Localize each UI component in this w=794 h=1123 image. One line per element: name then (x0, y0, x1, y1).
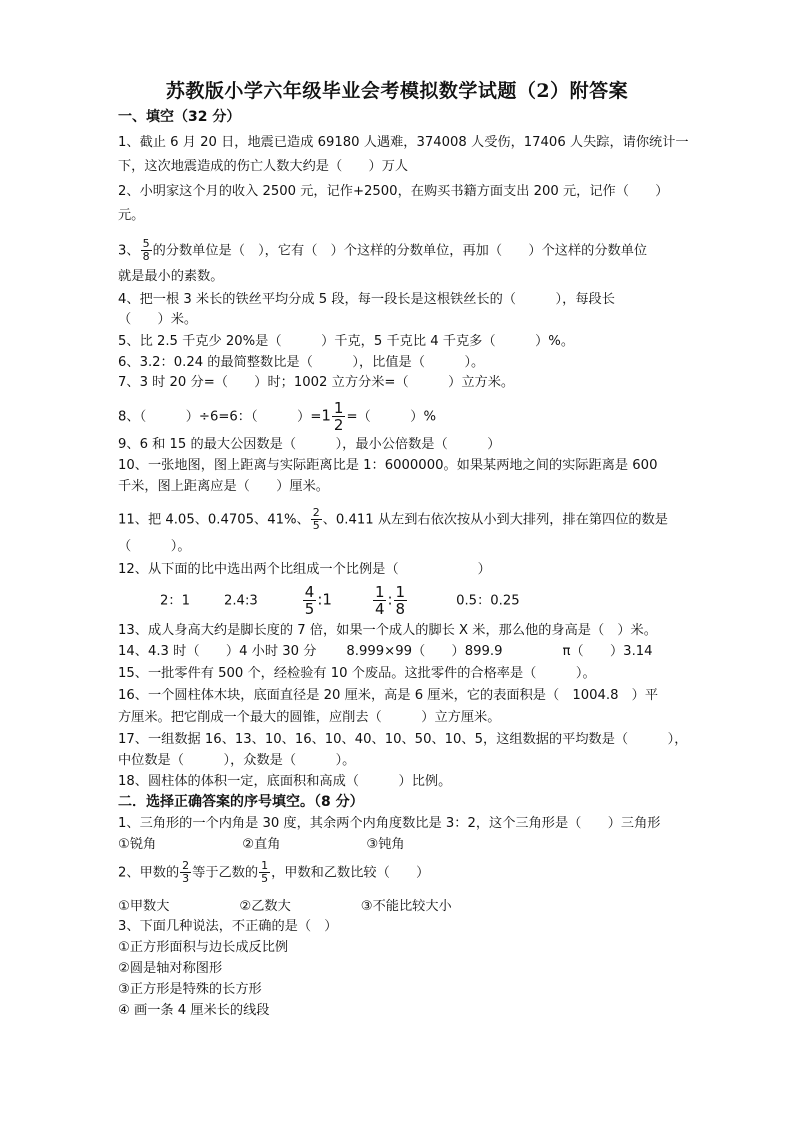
question-3-text: 的分数单位是（ ），它有（ ）个这样的分数单位，再加（ ）个这样的分数单位 (152, 243, 648, 259)
option-2: ②乙数大 (239, 899, 291, 914)
ratio-option-5: 0.5：0.25 (456, 593, 520, 609)
question-12: 12、从下面的比中选出两个比组成一个比例是（ ） (118, 562, 491, 577)
ratio-option-3-suffix: :1 (317, 590, 332, 609)
ratio-option-4-fraction-2 (394, 584, 408, 617)
fraction-denominator: 3 (182, 872, 190, 885)
fraction-denominator: 8 (395, 600, 406, 618)
question-18: 18、圆柱体的体积一定，底面积和高成（ ）比例。 (118, 774, 452, 789)
fraction-numerator: 4 (304, 583, 315, 601)
question-14-part-c: π（ ）3.14 (562, 644, 653, 659)
choice-question-2-fraction-1 (180, 860, 191, 885)
question-3-line-1 (118, 238, 647, 263)
choice-question-2-prefix: 2、甲数的 (118, 865, 180, 881)
question-11-prefix: 11、把 4.05、0.4705、41%、 (118, 512, 310, 528)
question-13: 13、成人身高大约是脚长度的 7 倍，如果一个成人的脚长 X 米，那么他的身高是（ ）米。 (118, 623, 657, 638)
option-2: ②直角 (242, 837, 281, 852)
question-8 (118, 400, 436, 433)
choice-question-2-middle: 等于乙数的 (192, 865, 259, 881)
fraction-denominator: 5 (312, 519, 320, 532)
question-6: 6、3.2：0.24 的最简整数比是（ ），比值是（ ）。 (118, 355, 485, 370)
question-9: 9、6 和 15 的最大公因数是（ ），最小公倍数是（ ） (118, 437, 501, 452)
fraction-numerator: 1 (374, 583, 385, 601)
choice-question-3: 3、下面几种说法，不正确的是（ ） (118, 919, 338, 934)
choice-question-3-option-4: ④ 画一条 4 厘米长的线段 (118, 1003, 270, 1018)
question-1-line-1: 1、截止 6 月 20 日，地震已造成 69180 人遇难，374008 人受伤，17406 人失踪，请你统计一 (118, 135, 689, 150)
question-8-suffix: =（ ）% (346, 409, 436, 425)
choice-question-2 (118, 860, 429, 885)
question-17-line-1: 17、一组数据 16、13、10、16、10、40、10、50、10、5，这组数据的平均数是（ ）， (118, 732, 688, 747)
question-5: 5、比 2.5 千克少 20%是（ ）千克，5 千克比 4 千克多（ ）%。 (118, 334, 575, 349)
fraction-numerator: 1 (261, 859, 269, 872)
question-8-fraction (332, 400, 346, 433)
question-3-line-2: 就是最小的素数。 (118, 269, 224, 284)
choice-question-2-options (118, 898, 452, 916)
section-heading-multiple-choice: 二．选择正确答案的序号填空。（8 分） (118, 794, 364, 810)
question-1-line-2: 下，这次地震造成的伤亡人数大约是（ ）万人 (118, 159, 409, 174)
question-4-line-1: 4、把一根 3 米长的铁丝平均分成 5 段，每一段长是这根铁丝长的（ ），每段长 (118, 292, 615, 307)
ratio-option-2: 2.4:3 (223, 593, 258, 609)
question-16-line-1: 16、一个圆柱体木块，底面直径是 20 厘米，高是 6 厘米，它的表面积是（ 1004.8 ）平 (118, 688, 659, 703)
question-14-part-b: 8.999×99（ ）899.9 (346, 644, 503, 659)
question-15: 15、一批零件有 500 个，经检验有 10 个废品。这批零件的合格率是（ ）。 (118, 666, 596, 681)
question-4-line-2: （ ）米。 (118, 312, 198, 327)
question-7: 7、3 时 20 分=（ ）时；1002 立方分米=（ ）立方米。 (118, 375, 515, 390)
option-3: ③不能比较大小 (360, 899, 452, 914)
question-17-line-2: 中位数是（ ），众数是（ ）。 (118, 753, 356, 768)
section-heading-fill-blank: 一、填空（32 分） (118, 109, 241, 125)
question-11-line-2: （ ）。 (118, 539, 191, 554)
question-10-line-2: 千米，图上距离应是（ ）厘米。 (118, 479, 329, 494)
question-2-line-1: 2、小明家这个月的收入 2500 元，记作+2500，在购买书籍方面支出 200 元，记作（ ） (118, 184, 669, 199)
fraction-denominator: 8 (142, 250, 150, 263)
fraction-numerator: 2 (182, 859, 190, 872)
fraction-numerator: 1 (333, 399, 344, 417)
ratio-option-4-fraction-1 (373, 584, 387, 617)
question-11-line-1 (118, 507, 668, 532)
page-title: 苏教版小学六年级毕业会考模拟数学试题（2）附答案 (165, 80, 629, 102)
fraction-denominator: 4 (374, 600, 385, 618)
ratio-option-1: 2：1 (160, 593, 190, 609)
question-11-fraction (311, 507, 322, 532)
ratio-option-3-fraction (303, 584, 317, 617)
choice-question-2-fraction-2 (259, 860, 270, 885)
fraction-numerator: 5 (142, 237, 150, 250)
choice-question-2-suffix: ，甲数和乙数比较（ ） (271, 865, 430, 881)
question-2-line-2: 元。 (118, 208, 145, 223)
choice-question-3-option-1: ①正方形面积与边长成反比例 (118, 940, 289, 955)
fraction-denominator: 5 (304, 600, 315, 618)
choice-question-3-option-3: ③正方形是特殊的长方形 (118, 982, 262, 997)
question-3-prefix: 3、 (118, 243, 140, 259)
fraction-denominator: 5 (261, 872, 269, 885)
question-16-line-2: 方厘米。把它削成一个最大的圆锥，应削去（ ）立方厘米。 (118, 710, 501, 725)
choice-question-1-options (118, 836, 405, 854)
question-14-part-a: 14、4.3 时（ ）4 小时 30 分 (118, 644, 317, 659)
fraction-numerator: 1 (395, 583, 406, 601)
question-11-text: 、0.411 从左到右依次按从小到大排列，排在第四位的数是 (322, 512, 668, 528)
choice-question-1: 1、三角形的一个内角是 30 度，其余两个内角度数比是 3：2，这个三角形是（ ）三角形 (118, 816, 661, 831)
choice-question-3-option-2: ②圆是轴对称图形 (118, 961, 223, 976)
option-3: ③钝角 (366, 837, 405, 852)
option-1: ①锐角 (118, 837, 157, 852)
question-14 (118, 643, 653, 661)
fraction-denominator: 2 (333, 416, 344, 434)
fraction-numerator: 2 (312, 506, 320, 519)
question-10-line-1: 10、一张地图，图上距离与实际距离比是 1：6000000。如果某两地之间的实际距离是 600 (118, 458, 658, 473)
question-8-prefix: 8、（ ）÷6=6：（ ）= (118, 409, 322, 425)
mixed-number-whole: 1 (321, 406, 331, 425)
option-1: ①甲数大 (118, 899, 170, 914)
question-3-fraction (141, 238, 152, 263)
question-12-ratios: 2：1 2.4:3 $\frac{4}{5}$ :1 $\frac{1}{4}$ : $\frac{1}{8}$ 0.5：0.25 (160, 583, 520, 618)
